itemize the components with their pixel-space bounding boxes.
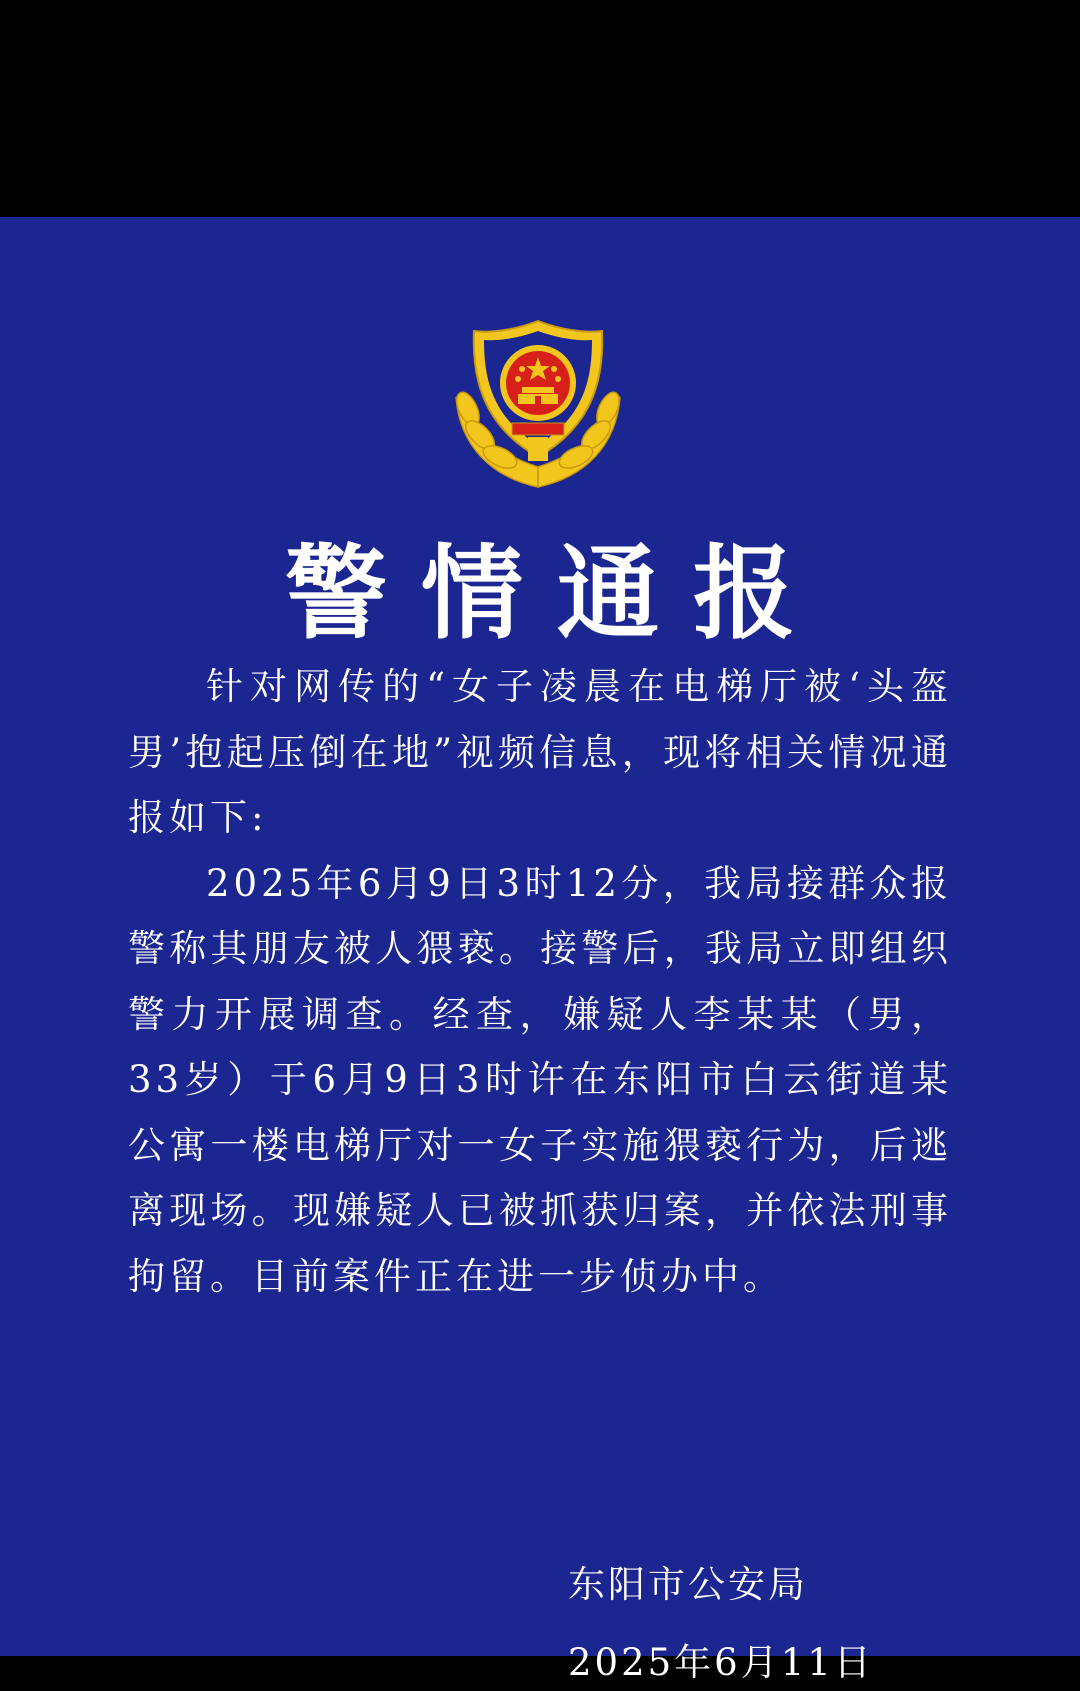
notice-paragraph: 2025年6月9日3时12分，我局接群众报警称其朋友被人猥亵。接警后，我局立即组织警力开展调查。经查，嫌疑人李某某（男，33岁）于6月9日3时许在东阳市白云街道某公寓一楼电梯厅对一女子实施猥亵行为，后逃离现场。现嫌疑人已被抓获归案，并依法刑事拘留。目前案件正在进一步侦办中。 xyxy=(128,861,952,1298)
issue-date: 2025年6月11日 xyxy=(568,1641,874,1684)
police-emblem-icon xyxy=(452,317,624,493)
notice-body xyxy=(128,654,952,1309)
top-black-bar xyxy=(0,0,1080,217)
police-notice xyxy=(0,217,1080,1684)
notice-paragraph: 针对网传的“女子凌晨在电梯厅被‘头盔男’抱起压倒在地”视频信息，现将相关情况通报如下: xyxy=(128,665,952,839)
notice-title: 警情通报 xyxy=(285,534,829,654)
issuer-signature: 东阳市公安局 xyxy=(568,1563,808,1606)
